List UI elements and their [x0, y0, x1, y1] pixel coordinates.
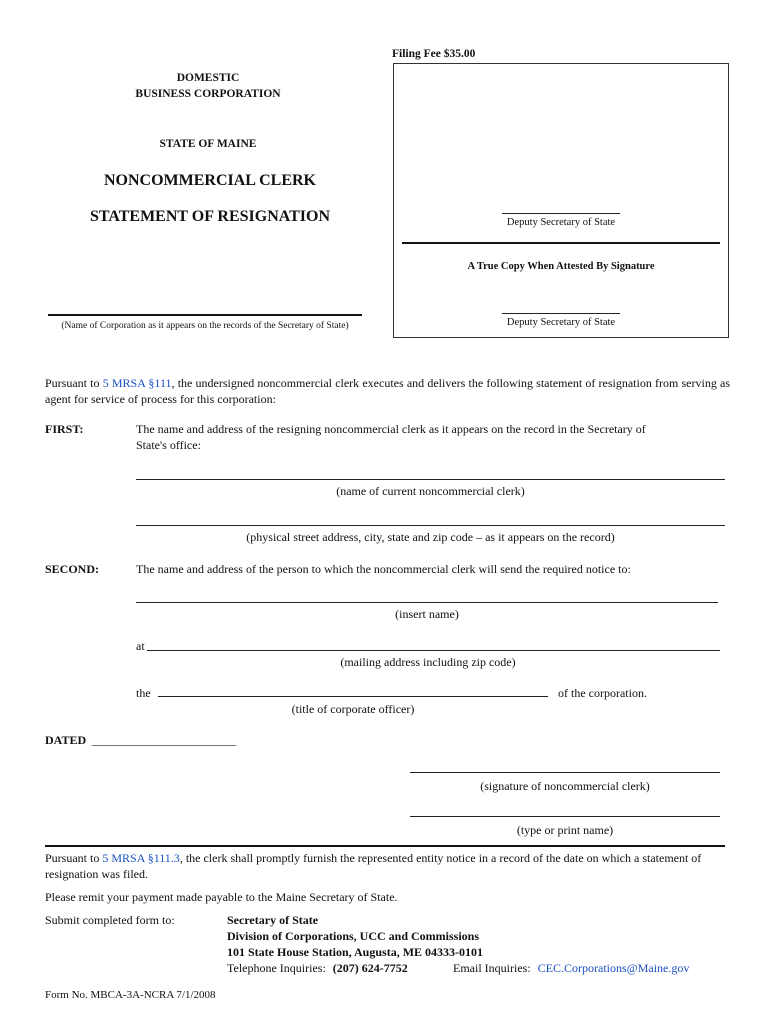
filing-fee: Filing Fee $35.00 — [392, 48, 476, 60]
page-subtitle: STATEMENT OF RESIGNATION — [89, 208, 331, 225]
clerk-address-field[interactable] — [136, 525, 725, 526]
footer-divider — [45, 845, 725, 847]
officer-title-field[interactable] — [158, 696, 548, 697]
clerk-name-caption: (name of current noncommercial clerk) — [336, 484, 525, 498]
true-copy-label: A True Copy When Attested By Signature — [467, 261, 655, 272]
corporation-name-line[interactable] — [48, 314, 362, 316]
deputy-signature-line-2 — [502, 313, 620, 314]
printed-name-caption: (type or print name) — [516, 823, 614, 837]
notice-name-caption: (insert name) — [395, 607, 459, 621]
clerk-signature-caption: (signature of noncommercial clerk) — [480, 779, 650, 793]
email-label: Email Inquiries: — [453, 961, 531, 975]
heading-state: STATE OF MAINE — [159, 138, 257, 150]
clerk-signature-field[interactable] — [410, 772, 720, 773]
deputy-caption-2: Deputy Secretary of State — [506, 317, 616, 328]
address-line-1: Secretary of State — [227, 913, 319, 927]
submit-label: Submit completed form to: — [45, 913, 175, 927]
phone-line — [227, 960, 408, 976]
dated-field[interactable]: ________________________ — [92, 733, 236, 747]
first-text: The name and address of the resigning noncommercial clerk as it appears on the record in the Secretary of State's office: — [136, 422, 646, 452]
first-label: FIRST: — [45, 422, 84, 436]
mailing-address-caption: (mailing address including zip code) — [340, 655, 516, 669]
corporation-name-caption: (Name of Corporation as it appears on the records of the Secretary of State) — [61, 321, 349, 331]
heading-domestic: DOMESTIC — [176, 72, 240, 84]
stamp-divider — [402, 242, 720, 244]
deputy-caption-1: Deputy Secretary of State — [506, 217, 616, 228]
statute-link-111[interactable]: 5 MRSA §111 — [102, 376, 172, 390]
email-line — [453, 960, 689, 976]
second-text: The name and address of the person to which the noncommercial clerk will send the required notice to: — [136, 562, 631, 576]
form-number: Form No. MBCA-3A-NCRA 7/1/2008 — [45, 989, 216, 1001]
officer-title-caption: (title of corporate officer) — [291, 702, 415, 716]
remit-text: Please remit your payment made payable to the Maine Secretary of State. — [45, 890, 398, 904]
notice-pre: Pursuant to — [45, 851, 103, 865]
dated-label: DATED — [45, 733, 87, 747]
intro-paragraph — [45, 375, 730, 407]
second-label: SECOND: — [45, 562, 100, 576]
at-label: at — [136, 639, 145, 653]
notice-name-field[interactable] — [136, 602, 718, 603]
filing-stamp-box — [393, 63, 729, 338]
intro-post: , the undersigned noncommercial clerk executes and delivers the following statement of resignation from serving as agent for service of process for this corporation: — [45, 376, 731, 406]
clerk-address-caption: (physical street address, city, state and zip code – as it appears on the record) — [246, 530, 615, 544]
intro-pre: Pursuant to — [45, 376, 103, 390]
of-corporation-label: of the corporation. — [558, 686, 647, 700]
address-line-3: 101 State House Station, Augusta, ME 04333-0101 — [227, 945, 484, 959]
clerk-name-field[interactable] — [136, 479, 725, 480]
printed-name-field[interactable] — [410, 816, 720, 817]
notice-post: , the clerk shall promptly furnish the represented entity notice in a record of the date on which a statement of resignation was filed. — [45, 851, 702, 881]
page-title: NONCOMMERCIAL CLERK — [103, 172, 316, 189]
deputy-signature-line-1 — [502, 213, 620, 214]
phone-label: Telephone Inquiries: — [227, 961, 326, 975]
email-link[interactable]: CEC.Corporations@Maine.gov — [537, 961, 690, 975]
statute-link-111-3[interactable]: 5 MRSA §111.3 — [102, 851, 180, 865]
notice-paragraph — [45, 850, 730, 882]
phone-number: (207) 624-7752 — [332, 961, 408, 975]
the-label: the — [136, 686, 151, 700]
address-line-2: Division of Corporations, UCC and Commissions — [227, 929, 480, 943]
mailing-address-field[interactable] — [147, 650, 720, 651]
heading-business-corporation: BUSINESS CORPORATION — [135, 88, 281, 100]
